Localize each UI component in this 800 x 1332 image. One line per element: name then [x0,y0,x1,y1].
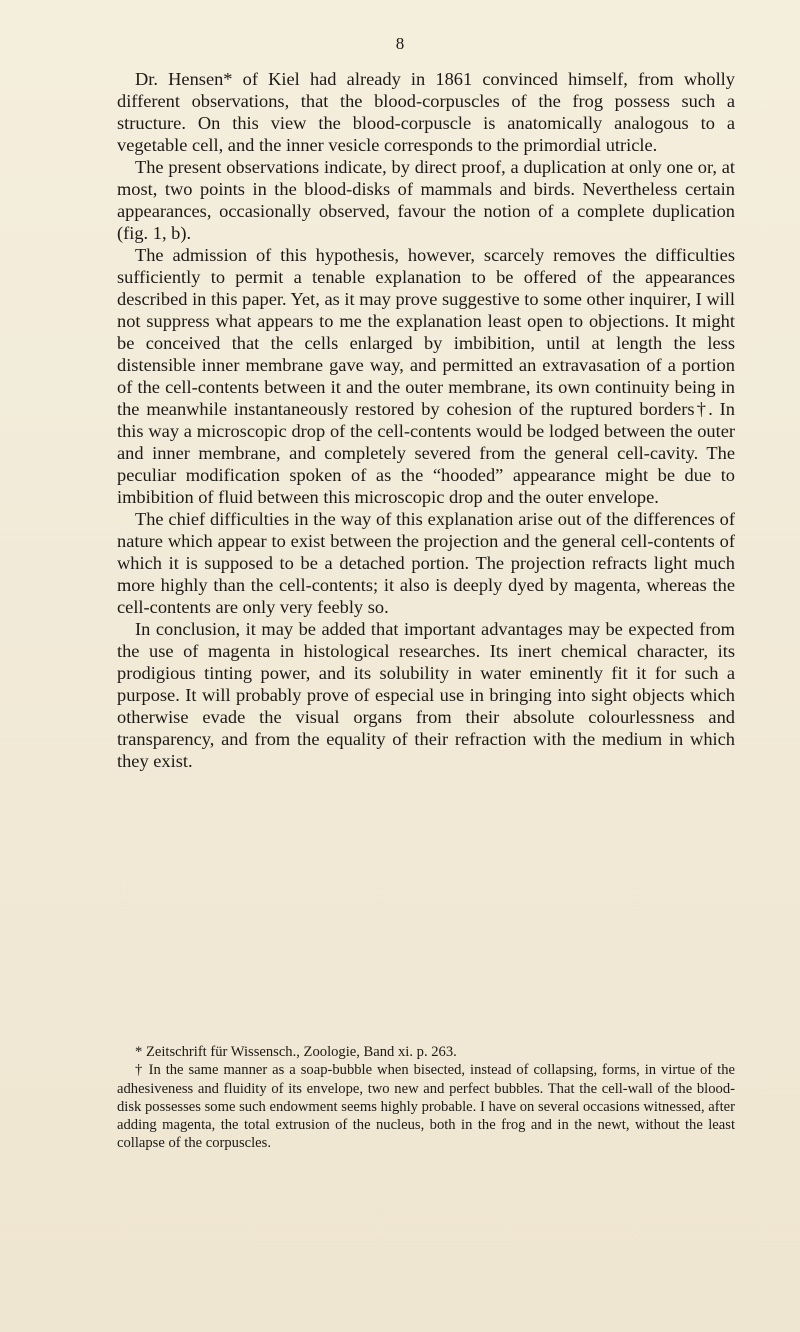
paragraph-conclusion: In conclusion, it may be added that important advantages may be expected from the use of magenta in histological researches. Its inert chemical character, its prodigious tinting power, and its solubility in water eminently fit it for such a purpose. It will probably prove of especial use in bringing into sight objects which otherwise evade the visual organs from their absolute colourlessness and transparency, and from the equality of their refraction with the medium in which they exist. [117,619,735,771]
page-number: 8 [395,34,405,53]
body-text [117,68,735,772]
paragraph-hensen: Dr. Hensen* of Kiel had already in 1861 convinced himself, from wholly different observations, that the blood-corpuscles of the frog possess such a structure. On this view the blood-corpuscle is anatomically analogous to a vegetable cell, and the inner vesicle corresponds to the primordial utricle. [117,69,735,155]
paragraph-difficulties: The chief difficulties in the way of this explanation arise out of the differences of nature which appear to exist between the projection and the general cell-contents of which it is supposed to be a detached portion. The projection refracts light much more highly than the cell-contents; it also is deeply dyed by magenta, whereas the cell-contents are only very feebly so. [117,509,735,617]
footnote-asterisk: * Zeitschrift für Wissensch., Zoologie, Band xi. p. 263. [135,1044,457,1060]
footnotes [117,1043,735,1153]
footnote-dagger: † In the same manner as a soap-bubble when bisected, instead of collapsing, forms, in virtue of the adhesiveness and fluidity of its envelope, two new and perfect bubbles. That the cell-wall of the blood-disk possesses some such endowment seems highly probable. I have on several occasions witnessed, after adding magenta, the total extrusion of the nucleus, both in the frog and in the newt, without the least collapse of the corpuscles. [117,1062,735,1152]
paragraph-present-observations: The present observations indicate, by direct proof, a duplication at only one or, at most, two points in the blood-disks of mammals and birds. Nevertheless certain appearances, occasionally observed, favour the notion of a complete duplication (fig. 1, b). [117,157,735,243]
paragraph-hypothesis: The admission of this hypothesis, however, scarcely removes the difficulties sufficiently to permit a tenable explanation to be offered of the appearances described in this paper. Yet, as it may prove suggestive to some other inquirer, I will not suppress what appears to me the explanation least open to objections. It might be conceived that the cells enlarged by imbibition, until at length the less distensible inner membrane gave way, and permitted an extravasation of a portion of the cell-contents between it and the outer membrane, its own continuity being in the meanwhile instantaneously restored by cohesion of the ruptured borders†. In this way a microscopic drop of the cell-contents would be lodged between the outer and inner membrane, and completely severed from the general cell-cavity. The peculiar modification spoken of as the “hooded” appearance might be due to imbibition of fluid between this microscopic drop and the outer envelope. [117,245,735,507]
